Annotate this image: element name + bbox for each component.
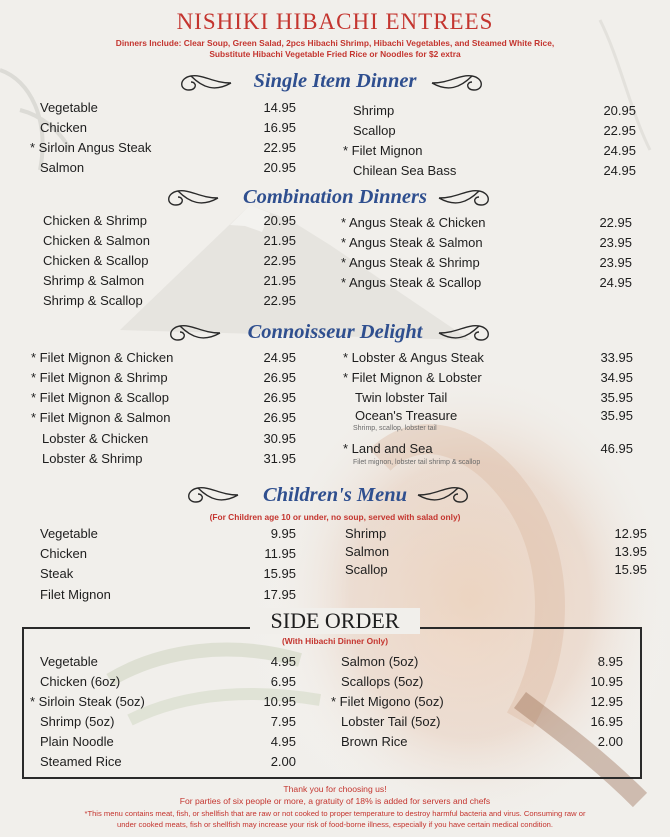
combination-item-name: * Angus Steak & Chicken (341, 215, 486, 230)
connoisseur-item-price: 35.95 (600, 408, 633, 423)
connoisseur-item-price: 26.95 (263, 410, 296, 425)
left-swirl-ornament-icon (180, 482, 240, 508)
single-item-price: 14.95 (263, 100, 296, 115)
includes-line-1: Dinners Include: Clear Soup, Green Salad, 2pcs Hibachi Shrimp, Hibachi Vegetables, and Steamed White Rice, (115, 38, 555, 48)
connoisseur-item-price: 34.95 (600, 370, 633, 385)
single-item-name: Salmon (40, 160, 85, 175)
side-item-price: 7.95 (270, 714, 296, 729)
combination-item-price: 21.95 (263, 233, 296, 248)
combination-item-price: 20.95 (263, 213, 296, 228)
side-item-price: 4.95 (270, 654, 296, 669)
connoisseur-item-name: * Lobster & Angus Steak (343, 350, 484, 365)
side-item-price: 10.95 (263, 694, 296, 709)
combination-item-price: 22.95 (263, 293, 296, 308)
single-item-name: Vegetable (40, 100, 98, 115)
side-item-price: 2.00 (597, 734, 623, 749)
connoisseur-item-price: 24.95 (263, 350, 296, 365)
side-item-price: 6.95 (270, 674, 296, 689)
item-description: Filet mignon, lobster tail shrimp & scallop (353, 459, 481, 466)
children-item-name: Shrimp (345, 526, 387, 541)
combination-item-price: 23.95 (599, 235, 632, 250)
section-title-connoisseur: Connoisseur Delight (247, 321, 423, 343)
side-item-price: 4.95 (270, 734, 296, 749)
combination-item-name: * Angus Steak & Salmon (341, 235, 483, 250)
connoisseur-item-name: * Filet Mignon & Salmon (31, 410, 171, 425)
side-item-price: 8.95 (597, 654, 623, 669)
side-item-name: Steamed Rice (40, 754, 122, 769)
connoisseur-item-name: Twin lobster Tail (355, 390, 448, 405)
single-item-name: Scallop (353, 123, 396, 138)
single-item-price: 24.95 (603, 143, 636, 158)
side-item-name: Chicken (6oz) (40, 674, 121, 689)
section-title-children: Children's Menu (262, 484, 408, 506)
single-item-price: 20.95 (263, 160, 296, 175)
combination-item-name: Chicken & Scallop (43, 253, 149, 268)
side-item-name: Plain Noodle (40, 734, 114, 749)
children-item-name: Filet Mignon (40, 587, 111, 602)
includes-line-2: Substitute Hibachi Vegetable Fried Rice or Noodles for $2 extra (209, 49, 461, 59)
combination-item-name: Shrimp & Salmon (43, 273, 145, 288)
footer-disclaimer-1: *This menu contains meat, fish, or shellfish that are raw or not cooked to proper temperature to destroy harmful bacteria and virus. Consuming raw or (84, 809, 586, 818)
children-item-price: 15.95 (614, 562, 647, 577)
right-swirl-ornament-icon (416, 482, 476, 508)
children-item-price: 13.95 (614, 544, 647, 559)
combination-item-price: 23.95 (599, 255, 632, 270)
left-swirl-ornament-icon (173, 70, 233, 96)
combination-item-price: 22.95 (599, 215, 632, 230)
connoisseur-item-price: 35.95 (600, 390, 633, 405)
section-title-combination: Combination Dinners (243, 186, 427, 208)
children-item-price: 17.95 (263, 587, 296, 602)
connoisseur-item-name: * Filet Mignon & Scallop (31, 390, 170, 405)
side-item-price: 10.95 (590, 674, 623, 689)
side-item-name: Vegetable (40, 654, 98, 669)
right-swirl-ornament-icon (437, 185, 497, 211)
children-item-price: 15.95 (263, 566, 296, 581)
combination-item-name: Chicken & Salmon (43, 233, 150, 248)
children-item-price: 9.95 (270, 526, 296, 541)
section-title-single: Single Item Dinner (253, 70, 417, 92)
combination-item-price: 22.95 (263, 253, 296, 268)
single-item-name: Shrimp (353, 103, 395, 118)
side-item-name: * Sirloin Steak (5oz) (30, 694, 145, 709)
side-order-note: (With Hibachi Dinner Only) (281, 636, 388, 646)
children-item-name: Chicken (40, 546, 87, 561)
right-swirl-ornament-icon (437, 320, 497, 346)
single-item-price: 24.95 (603, 163, 636, 178)
side-item-name: * Filet Migono (5oz) (331, 694, 444, 709)
children-item-name: Vegetable (40, 526, 98, 541)
footer-gratuity: For parties of six people or more, a gratuity of 18% is added for servers and chefs (179, 796, 491, 806)
side-item-price: 2.00 (270, 754, 296, 769)
connoisseur-item-name: Lobster & Chicken (42, 431, 149, 446)
left-swirl-ornament-icon (160, 185, 220, 211)
connoisseur-item-name: * Filet Mignon & Chicken (31, 350, 174, 365)
combination-item-price: 21.95 (263, 273, 296, 288)
combination-item-name: Shrimp & Scallop (43, 293, 143, 308)
single-item-price: 22.95 (603, 123, 636, 138)
children-item-price: 11.95 (264, 546, 296, 561)
footer-disclaimer-2: under cooked meats, fish or shellfish may increase your risk of food-borne illness, especially if you have certain medical condition. (116, 820, 553, 829)
side-item-price: 16.95 (590, 714, 623, 729)
side-item-name: Lobster Tail (5oz) (341, 714, 441, 729)
side-item-name: Shrimp (5oz) (40, 714, 115, 729)
connoisseur-item-price: 46.95 (600, 441, 633, 456)
connoisseur-item-name: * Filet Mignon & Shrimp (31, 370, 168, 385)
side-item-name: Salmon (5oz) (341, 654, 419, 669)
children-note: (For Children age 10 or under, no soup, served with salad only) (209, 512, 461, 522)
single-item-name: Chilean Sea Bass (353, 163, 457, 178)
connoisseur-item-name: * Filet Mignon & Lobster (343, 370, 482, 385)
combination-item-price: 24.95 (599, 275, 632, 290)
menu-title: NISHIKI HIBACHI ENTREES (176, 9, 494, 34)
children-item-name: Salmon (345, 544, 390, 559)
side-item-name: Brown Rice (341, 734, 408, 749)
single-item-price: 20.95 (603, 103, 636, 118)
item-description: Shrimp, scallop, lobster tail (353, 425, 437, 432)
combination-item-name: * Angus Steak & Shrimp (341, 255, 480, 270)
single-item-name: * Filet Mignon (343, 143, 423, 158)
connoisseur-item-price: 33.95 (600, 350, 633, 365)
connoisseur-item-price: 26.95 (263, 390, 296, 405)
single-item-name: Chicken (40, 120, 87, 135)
footer-thank-you: Thank you for choosing us! (283, 784, 387, 794)
combination-item-name: Chicken & Shrimp (43, 213, 148, 228)
side-order-title: SIDE ORDER (250, 608, 420, 634)
single-item-name: * Sirloin Angus Steak (30, 140, 152, 155)
children-item-name: Steak (40, 566, 74, 581)
connoisseur-item-name: Lobster & Shrimp (42, 451, 143, 466)
combination-item-name: * Angus Steak & Scallop (341, 275, 482, 290)
children-item-name: Scallop (345, 562, 388, 577)
single-item-price: 22.95 (263, 140, 296, 155)
connoisseur-item-name: * Land and Sea (343, 441, 433, 456)
side-item-price: 12.95 (590, 694, 623, 709)
connoisseur-item-price: 26.95 (263, 370, 296, 385)
children-item-price: 12.95 (614, 526, 647, 541)
single-item-price: 16.95 (263, 120, 296, 135)
left-swirl-ornament-icon (162, 320, 222, 346)
connoisseur-item-price: 30.95 (263, 431, 296, 446)
connoisseur-item-price: 31.95 (263, 451, 296, 466)
connoisseur-item-name: Ocean's Treasure (355, 408, 458, 423)
right-swirl-ornament-icon (430, 70, 490, 96)
side-item-name: Scallops (5oz) (341, 674, 424, 689)
